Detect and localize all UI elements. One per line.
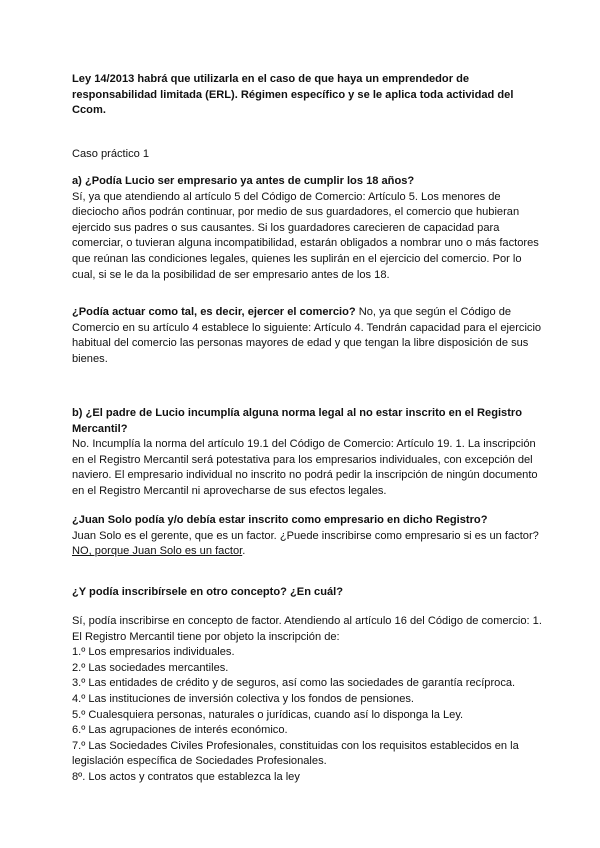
list-item: 3.º Las entidades de crédito y de seguros, así como las sociedades de garantía recíproca. xyxy=(72,677,516,690)
question-b3-intro: Sí, podía inscribirse en concepto de factor. Atendiendo al artículo 16 del Código de comercio: 1. El Registro Mercantil tiene por objeto la inscripción de: xyxy=(72,615,542,643)
question-b2-answer xyxy=(72,529,542,560)
question-b2-underlined: NO, porque Juan Solo es un factor xyxy=(72,545,243,558)
intro-text: Ley 14/2013 habrá que utilizarla en el caso de que haya un emprendedor de responsabilidad limitada (ERL). Régimen específico y se le aplica toda actividad del Ccom. xyxy=(72,73,514,117)
question-b2-end: . xyxy=(242,545,246,558)
question-b3-heading: ¿Y podía inscribírsele en otro concepto? ¿En cuál? xyxy=(72,586,344,598)
list-item: 6.º Las agrupaciones de interés económico. xyxy=(72,724,288,737)
list-item: 1.º Los empresarios individuales. xyxy=(72,646,235,659)
question-b xyxy=(72,406,542,500)
question-a2-paragraph xyxy=(72,305,542,367)
list-item: 4.º Las instituciones de inversión colectiva y los fondos de pensiones. xyxy=(72,692,414,705)
question-b-answer: No. Incumplía la norma del artículo 19.1 del Código de Comercio: Artículo 19. 1. La inscripción en el Registro Mercantil será potestativa para los empresarios individuales, con excepción del naviero. El empresario individual no inscrito no podrá pedir la inscripción de ningún documento en el Registro Mercantil ni aprovecharse de sus efectos legales. xyxy=(72,438,538,497)
list-item: 2.º Las sociedades mercantiles. xyxy=(72,661,229,674)
question-b2 xyxy=(72,513,542,560)
question-a2-heading: ¿Podía actuar como tal, es decir, ejercer el comercio? xyxy=(72,306,356,318)
question-a-heading: a) ¿Podía Lucio ser empresario ya antes de cumplir los 18 años? xyxy=(72,175,415,187)
list-item: 7.º Las Sociedades Civiles Profesionales, constituidas con los requisitos establecidos en la legislación específica de Sociedades Profesionales. xyxy=(72,739,519,768)
question-b2-answer-text: Juan Solo es el gerente, que es un factor. ¿Puede inscribirse como empresario si es un factor? xyxy=(72,529,539,542)
question-a-answer: Sí, ya que atendiendo al artículo 5 del Código de Comercio: Artículo 5. Los menores de dieciocho años podrán continuar, por medio de sus guardadores, el comercio que hubieran ejercido sus padres o sus causantes. Si los guardadores carecieren de capacidad para comerciar, o tuvieran alguna incompatibilidad, estarán obligados a nombrar uno o más factores que reúnan las condiciones legales, quienes les suplirán en el ejercicio del comercio. Por lo cual, si se le da la posibilidad de ser empresario antes de los 18. xyxy=(72,190,539,281)
question-b3-answer xyxy=(72,614,542,786)
question-b-heading: b) ¿El padre de Lucio incumplía alguna norma legal al no estar inscrito en el Registro Mercantil? xyxy=(72,407,523,435)
list-item: 8º. Los actos y contratos que establezca la ley xyxy=(72,770,300,783)
question-a2 xyxy=(72,305,542,367)
question-a xyxy=(72,174,542,283)
question-a2-answer: No, ya que según el Código de Comercio en su artículo 4 establece lo siguiente: Artículo 4. Tendrán capacidad para el ejercicio habitual del comercio las personas mayores de edad y que tengan la libre disposición de sus bienes. xyxy=(72,306,542,365)
case-title-text: Caso práctico 1 xyxy=(72,148,150,160)
list-item: 5.º Cualesquiera personas, naturales o jurídicas, cuando así lo disponga la Ley. xyxy=(72,708,464,721)
registry-list xyxy=(72,645,542,785)
question-b2-heading: ¿Juan Solo podía y/o debía estar inscrito como empresario en dicho Registro? xyxy=(72,514,488,526)
case-title xyxy=(72,147,542,163)
question-b3 xyxy=(72,585,542,601)
intro-paragraph xyxy=(72,72,542,119)
